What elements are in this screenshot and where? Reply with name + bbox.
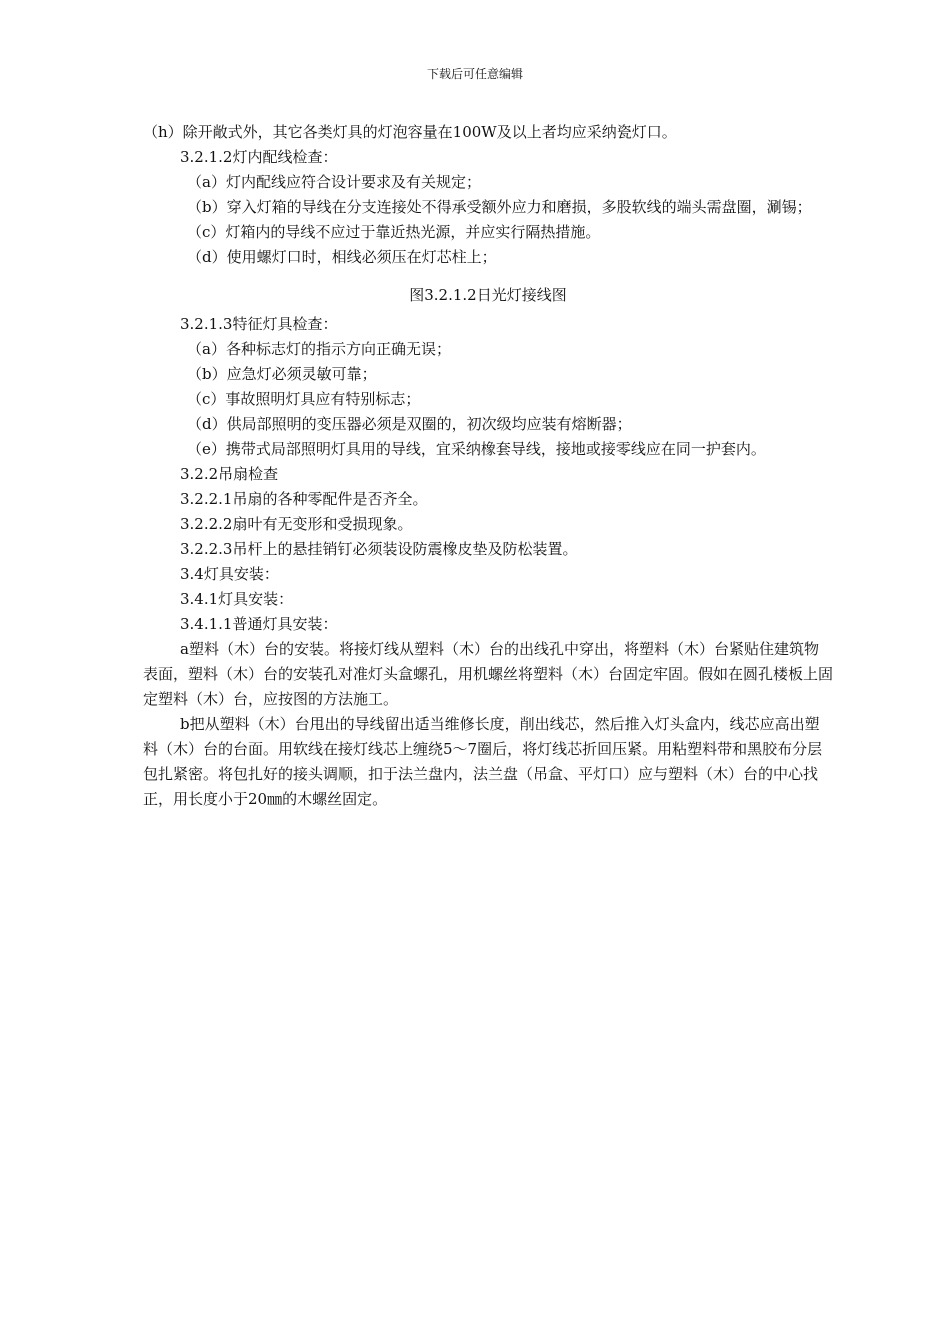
page-header: 下载后可任意编辑 (426, 67, 523, 81)
item-b-wiring: （b）穿入灯箱的导线在分支连接处不得承受额外应力和磨损，多股软线的端头需盘圈，涮锡； (187, 198, 812, 216)
document-body (143, 120, 833, 812)
item-c-wiring: （c）灯箱内的导线不应过于靠近热光源，并应实行隔热措施。 (187, 223, 601, 241)
heading-3-4: 3.4灯具安装： (180, 565, 279, 583)
paragraph-a-install: a塑料（木）台的安装。将接灯线从塑料（木）台的出线孔中穿出，将塑料（木）台紧贴住建筑物表面，塑料（木）台的安装孔对准灯头盒螺孔，用机螺丝将塑料（木）台固定牢固。假如在圆孔楼板上固定塑料（木）台，应按图的方法施工。 (143, 640, 834, 708)
item-a-wiring: （a）灯内配线应符合设计要求及有关规定； (187, 173, 481, 191)
item-c-special: （c）事故照明灯具应有特别标志； (187, 390, 421, 408)
heading-3-2-2-1: 3.2.2.1吊扇的各种零配件是否齐全。 (180, 490, 428, 508)
item-d-special: （d）供局部照明的变压器必须是双圈的，初次级均应装有熔断器； (187, 415, 632, 433)
heading-3-2-1-2: 3.2.1.2灯内配线检查： (180, 148, 338, 166)
heading-3-2-2-3: 3.2.2.3吊杆上的悬挂销钉必须装设防震橡皮垫及防松装置。 (180, 540, 578, 558)
paragraph-h-lamp-holder: （h）除开敞式外，其它各类灯具的灯泡容量在100W及以上者均应采纳瓷灯口。 (143, 123, 677, 141)
item-d-wiring: （d）使用螺灯口时，相线必须压在灯芯柱上； (187, 248, 497, 266)
paragraph-b-install: b把从塑料（木）台甩出的导线留出适当维修长度，削出线芯，然后推入灯头盒内，线芯应高出塑料（木）台的台面。用软线在接灯线芯上缠绕5～7圈后，将灯线芯折回压紧。用粘塑料带和黑胶布分层包扎紧密。将包扎好的接头调顺，扣于法兰盘内，法兰盘（吊盒、平灯口）应与塑料（木）台的中心找正，用长度小于20㎜的木螺丝固定。 (143, 715, 823, 808)
heading-3-4-1-1: 3.4.1.1普通灯具安装： (180, 615, 338, 633)
heading-3-2-2: 3.2.2吊扇检查 (180, 465, 279, 483)
heading-3-2-1-3: 3.2.1.3特征灯具检查： (180, 315, 338, 333)
item-a-special: （a）各种标志灯的指示方向正确无误； (187, 340, 451, 358)
item-b-special: （b）应急灯必须灵敏可靠； (187, 365, 377, 383)
heading-3-2-2-2: 3.2.2.2扇叶有无变形和受损现象。 (180, 515, 413, 533)
figure-caption: 图3.2.1.2日光灯接线图 (409, 286, 567, 304)
heading-3-4-1: 3.4.1灯具安装： (180, 590, 294, 608)
item-e-special: （e）携带式局部照明灯具用的导线，宜采纳橡套导线，接地或接零线应在同一护套内。 (187, 440, 766, 458)
